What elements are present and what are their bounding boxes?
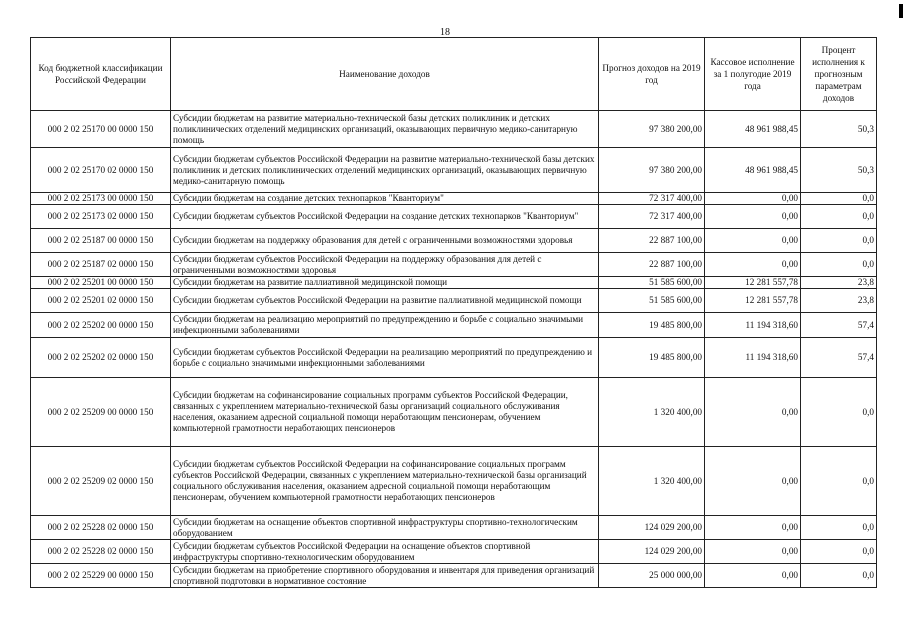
table-row xyxy=(31,253,877,277)
row-code: 000 2 02 25202 02 0000 150 xyxy=(31,338,171,378)
table-row xyxy=(31,313,877,338)
row-percent: 57,4 xyxy=(801,313,877,338)
row-code: 000 2 02 25173 00 0000 150 xyxy=(31,193,171,205)
row-execution: 0,00 xyxy=(705,540,801,564)
table-row xyxy=(31,447,877,516)
row-code: 000 2 02 25209 00 0000 150 xyxy=(31,378,171,447)
row-code: 000 2 02 25170 02 0000 150 xyxy=(31,148,171,193)
row-percent: 50,3 xyxy=(801,111,877,148)
page-number: 18 xyxy=(440,27,450,38)
table-row xyxy=(31,564,877,588)
row-forecast: 22 887 100,00 xyxy=(599,253,705,277)
row-name: Субсидии бюджетам на софинансирование социальных программ субъектов Российской Федерации, связанных с укреплением материально-технической базы организаций социального обслуживания населения, оказанием адресной социальной помощи неработающим пенсионерам, обучением компьютерной грамотности неработающих пенсионеров xyxy=(171,378,599,447)
row-forecast: 124 029 200,00 xyxy=(599,516,705,540)
row-percent: 0,0 xyxy=(801,378,877,447)
row-forecast: 124 029 200,00 xyxy=(599,540,705,564)
table-row xyxy=(31,229,877,253)
table-row xyxy=(31,289,877,313)
row-code: 000 2 02 25202 00 0000 150 xyxy=(31,313,171,338)
row-execution: 0,00 xyxy=(705,205,801,229)
row-percent: 0,0 xyxy=(801,564,877,588)
row-forecast: 72 317 400,00 xyxy=(599,193,705,205)
row-forecast: 51 585 600,00 xyxy=(599,289,705,313)
row-code: 000 2 02 25228 02 0000 150 xyxy=(31,540,171,564)
header-row xyxy=(31,38,877,111)
row-execution: 0,00 xyxy=(705,516,801,540)
header-percent: Процент исполнения к прогнозным параметрам доходов xyxy=(801,38,877,111)
row-forecast: 25 000 000,00 xyxy=(599,564,705,588)
row-percent: 0,0 xyxy=(801,447,877,516)
row-execution: 0,00 xyxy=(705,378,801,447)
row-execution: 0,00 xyxy=(705,447,801,516)
row-execution: 0,00 xyxy=(705,253,801,277)
row-name: Субсидии бюджетам субъектов Российской Федерации на софинансирование социальных программ субъектов Российской Федерации, связанных с укреплением материально-технической базы организаций социального обслуживания населения, оказанием адресной социальной помощи неработающим пенсионерам, обучением компьютерной грамотности неработающих пенсионеров xyxy=(171,447,599,516)
table-row xyxy=(31,193,877,205)
row-code: 000 2 02 25187 00 0000 150 xyxy=(31,229,171,253)
table-row xyxy=(31,111,877,148)
row-name: Субсидии бюджетам субъектов Российской Федерации на создание детских технопарков "Кванториум" xyxy=(171,205,599,229)
row-code: 000 2 02 25229 00 0000 150 xyxy=(31,564,171,588)
row-execution: 12 281 557,78 xyxy=(705,289,801,313)
row-execution: 48 961 988,45 xyxy=(705,148,801,193)
header-forecast: Прогноз доходов на 2019 год xyxy=(599,38,705,111)
header-name: Наименование доходов xyxy=(171,38,599,111)
row-name: Субсидии бюджетам на развитие паллиативной медицинской помощи xyxy=(171,277,599,289)
row-forecast: 51 585 600,00 xyxy=(599,277,705,289)
row-percent: 23,8 xyxy=(801,277,877,289)
row-forecast: 19 485 800,00 xyxy=(599,313,705,338)
row-percent: 0,0 xyxy=(801,253,877,277)
row-execution: 0,00 xyxy=(705,193,801,205)
header-execution: Кассовое исполнение за 1 полугодие 2019 года xyxy=(705,38,801,111)
edge-mark xyxy=(899,4,903,18)
budget-table xyxy=(30,37,877,588)
row-execution: 11 194 318,60 xyxy=(705,313,801,338)
row-code: 000 2 02 25170 00 0000 150 xyxy=(31,111,171,148)
row-execution: 11 194 318,60 xyxy=(705,338,801,378)
row-percent: 0,0 xyxy=(801,229,877,253)
row-name: Субсидии бюджетам на реализацию мероприятий по предупреждению и борьбе с социально значимыми инфекционными заболеваниями xyxy=(171,313,599,338)
table-row xyxy=(31,540,877,564)
row-percent: 50,3 xyxy=(801,148,877,193)
row-percent: 0,0 xyxy=(801,516,877,540)
row-forecast: 22 887 100,00 xyxy=(599,229,705,253)
row-forecast: 72 317 400,00 xyxy=(599,205,705,229)
row-code: 000 2 02 25187 02 0000 150 xyxy=(31,253,171,277)
row-execution: 48 961 988,45 xyxy=(705,111,801,148)
row-code: 000 2 02 25228 02 0000 150 xyxy=(31,516,171,540)
table-row xyxy=(31,277,877,289)
row-name: Субсидии бюджетам субъектов Российской Федерации на реализацию мероприятий по предупреждению и борьбе с социально значимыми инфекционными заболеваниями xyxy=(171,338,599,378)
row-percent: 0,0 xyxy=(801,540,877,564)
row-percent: 57,4 xyxy=(801,338,877,378)
table-row xyxy=(31,378,877,447)
header-code: Код бюджетной классификации Российской Федерации xyxy=(31,38,171,111)
table-row xyxy=(31,516,877,540)
row-percent: 23,8 xyxy=(801,289,877,313)
row-name: Субсидии бюджетам субъектов Российской Федерации на развитие материально-технической базы детских поликлиник и детских поликлинических отделений медицинских организаций, оказывающих первичную медико-санитарную помощь xyxy=(171,148,599,193)
row-execution: 0,00 xyxy=(705,229,801,253)
row-forecast: 1 320 400,00 xyxy=(599,447,705,516)
row-forecast: 97 380 200,00 xyxy=(599,111,705,148)
row-name: Субсидии бюджетам субъектов Российской Федерации на оснащение объектов спортивной инфраструктуры спортивно-технологическим оборудованием xyxy=(171,540,599,564)
row-code: 000 2 02 25209 02 0000 150 xyxy=(31,447,171,516)
table-row xyxy=(31,148,877,193)
row-name: Субсидии бюджетам на поддержку образования для детей с ограниченными возможностями здоровья xyxy=(171,229,599,253)
row-code: 000 2 02 25201 00 0000 150 xyxy=(31,277,171,289)
row-name: Субсидии бюджетам на приобретение спортивного оборудования и инвентаря для приведения организаций спортивной подготовки в нормативное состояние xyxy=(171,564,599,588)
row-name: Субсидии бюджетам на оснащение объектов спортивной инфраструктуры спортивно-технологическим оборудованием xyxy=(171,516,599,540)
row-execution: 12 281 557,78 xyxy=(705,277,801,289)
row-code: 000 2 02 25201 02 0000 150 xyxy=(31,289,171,313)
row-name: Субсидии бюджетам субъектов Российской Федерации на развитие паллиативной медицинской помощи xyxy=(171,289,599,313)
row-percent: 0,0 xyxy=(801,193,877,205)
row-percent: 0,0 xyxy=(801,205,877,229)
row-execution: 0,00 xyxy=(705,564,801,588)
row-name: Субсидии бюджетам на создание детских технопарков "Кванториум" xyxy=(171,193,599,205)
row-forecast: 1 320 400,00 xyxy=(599,378,705,447)
row-forecast: 97 380 200,00 xyxy=(599,148,705,193)
row-name: Субсидии бюджетам на развитие материально-технической базы детских поликлиник и детских поликлинических отделений медицинских организаций, оказывающих первичную медико-санитарную помощь xyxy=(171,111,599,148)
table-row xyxy=(31,205,877,229)
row-name: Субсидии бюджетам субъектов Российской Федерации на поддержку образования для детей с ограниченными возможностями здоровья xyxy=(171,253,599,277)
row-forecast: 19 485 800,00 xyxy=(599,338,705,378)
row-code: 000 2 02 25173 02 0000 150 xyxy=(31,205,171,229)
table-row xyxy=(31,338,877,378)
